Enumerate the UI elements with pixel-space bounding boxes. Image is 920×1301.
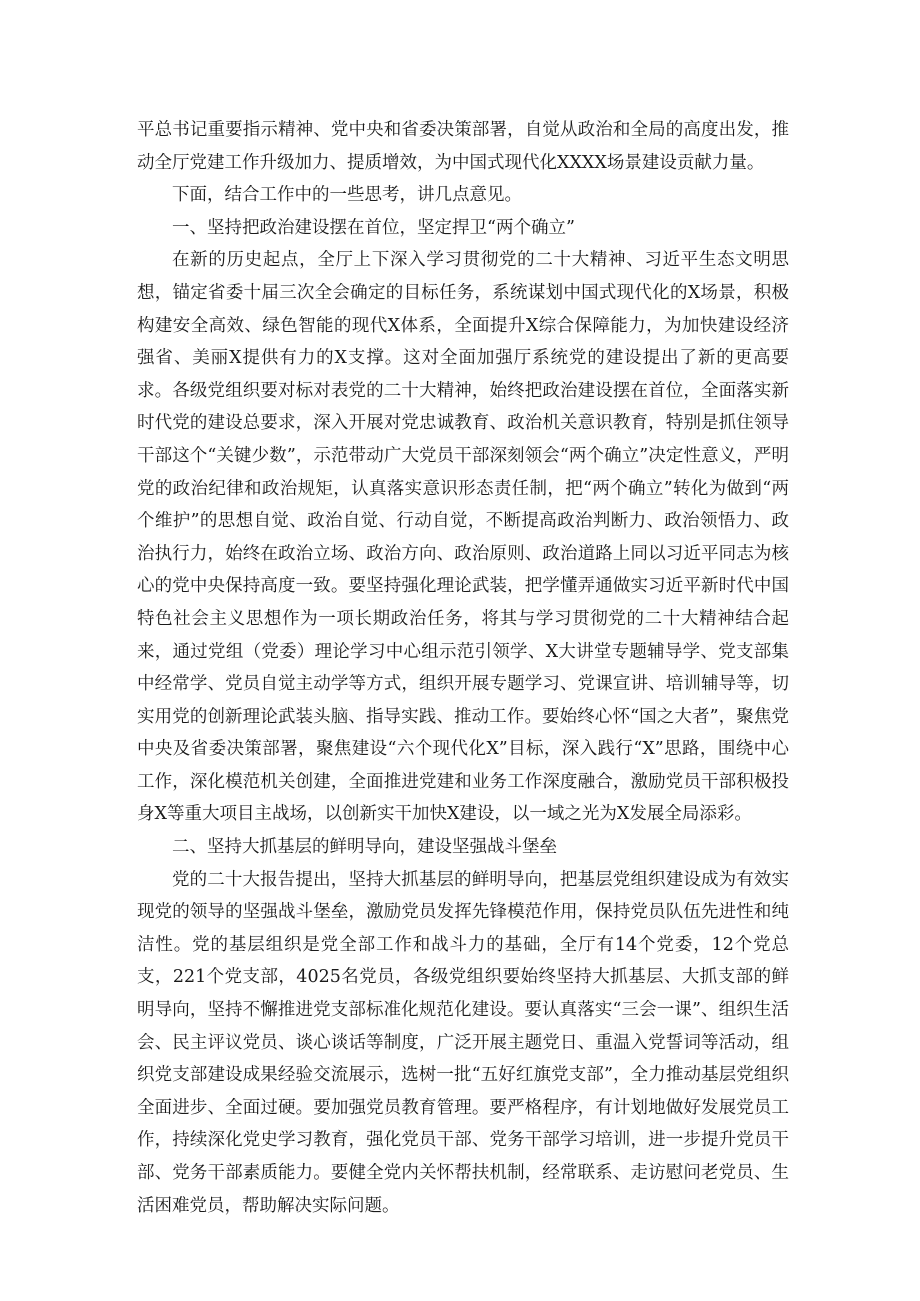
paragraph-intro: 下面，结合工作中的一些思考，讲几点意见。 [172, 185, 522, 206]
section-heading-2: 二、坚持大抓基层的鲜明导向，建设坚强战斗堡垒 [172, 837, 557, 858]
paragraph-section-1-body: 在新的历史起点，全厅上下深入学习贯彻党的二十大精神、习近平生态文明思想，锚定省委十届三次全会确定的目标任务，系统谋划中国式现代化的X场景，积极构建安全高效、绿色智能的现代X体系，全面提升X综合保障能力，为加快建设经济强省、美丽X提供有力的X支撑。这对全面加强厅系统党的建设提出了新的更高要求。各级党组织要对标对表党的二十大精神，始终把政治建设摆在首位，全面落实新时代党的建设总要求，深入开展对党忠诚教育、政治机关意识教育，特别是抓住领导干部这个“关键少数”，示范带动广大党员干部深刻领会“两个确立”决定性意义，严明党的政治纪律和政治规矩，认真落实意识形态责任制，把“两个确立”转化为做到“两个维护”的思想自觉、政治自觉、行动自觉，不断提高政治判断力、政治领悟力、政治执行力，始终在政治立场、政治方向、政治原则、政治道路上同以习近平同志为核心的党中央保持高度一致。要坚持强化理论武装，把学懂弄通做实习近平新时代中国特色社会主义思想作为一项长期政治任务，将其与学习贯彻党的二十大精神结合起来，通过党组（党委）理论学习中心组示范引领学、X大讲堂专题辅导学、党支部集中经常学、党员自觉主动学等方式，组织开展专题学习、党课宣讲、培训辅导等，切实用党的创新理论武装头脑、指导实践、推动工作。要始终心怀“国之大者”，聚焦党中央及省委决策部署，聚焦建设“六个现代化X”目标，深入践行“X”思路，围绕中心工作，深化模范机关创建，全面推进党建和业务工作深度融合，激励党员干部积极投身X等重大项目主战场，以创新实干加快X建设，以一域之光为X发展全局添彩。 [137, 250, 789, 825]
paragraph-continuation: 平总书记重要指示精神、党中央和省委决策部署，自觉从政治和全局的高度出发，推动全厅党建工作升级加力、提质增效，为中国式现代化XXXX场景建设贡献力量。 [137, 120, 789, 173]
paragraph-section-2-body: 党的二十大报告提出，坚持大抓基层的鲜明导向，把基层党组织建设成为有效实现党的领导的坚强战斗堡垒，激励党员发挥先锋模范作用，保持党员队伍先进性和纯洁性。党的基层组织是党全部工作和战斗力的基础，全厅有14个党委，12个党总支，221个党支部，4025名党员，各级党组织要始终坚持大抓基层、大抓支部的鲜明导向，坚持不懈推进党支部标准化规范化建设。要认真落实“三会一课”、组织生活会、民主评议党员、谈心谈话等制度，广泛开展主题党日、重温入党誓词等活动，组织党支部建设成果经验交流展示，选树一批“五好红旗党支部”，全力推动基层党组织全面进步、全面过硬。要加强党员教育管理。要严格程序，有计划地做好发展党员工作，持续深化党史学习教育，强化党员干部、党务干部学习培训，进一步提升党员干部、党务干部素质能力。要健全党内关怀帮扶机制，经常联系、走访慰问老党员、生活困难党员，帮助解决实际问题。 [137, 869, 789, 1216]
document-body [137, 114, 789, 1222]
section-heading-1: 一、坚持把政治建设摆在首位，坚定捍卫“两个确立” [172, 217, 575, 238]
